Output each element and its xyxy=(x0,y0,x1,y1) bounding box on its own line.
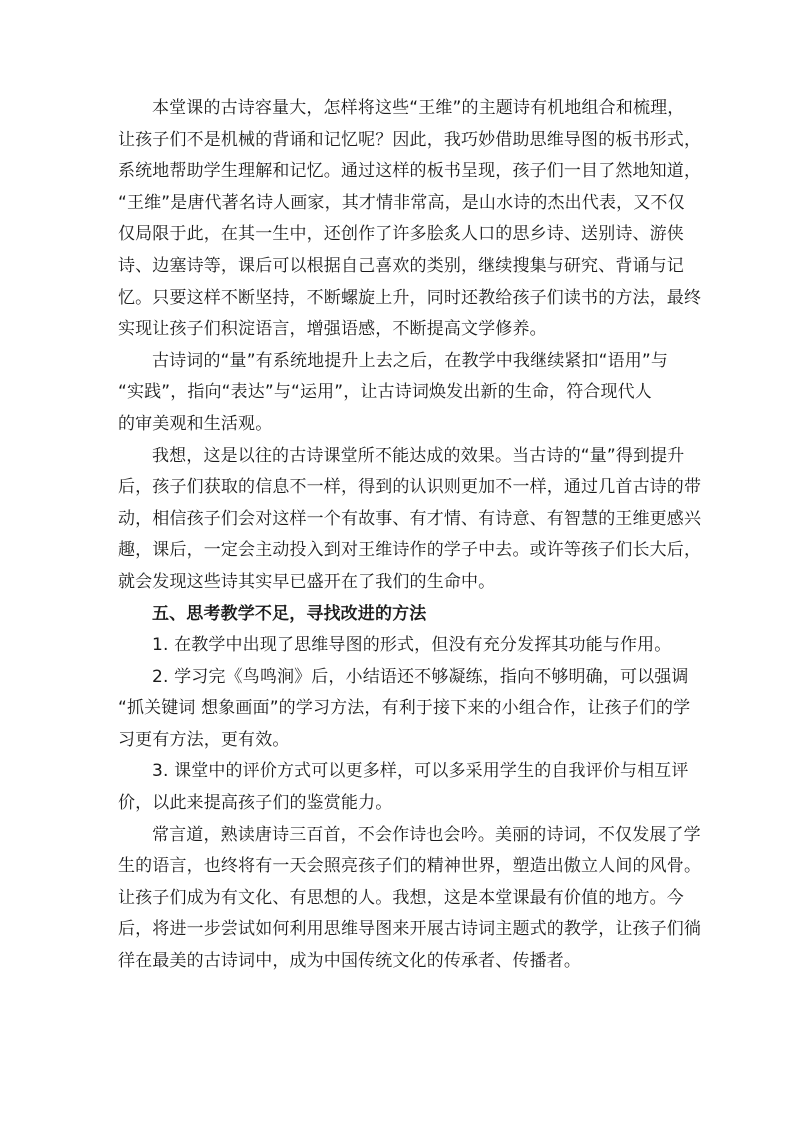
paragraph xyxy=(118,820,702,978)
paragraph-line: 让孩子们成为有文化、有思想的人。我想，这是本堂课最有价值的地方。今 xyxy=(118,887,684,908)
paragraph-line: 2. 学习完《鸟鸣涧》后，小结语还不够凝练，指向不够明确，可以强调 xyxy=(152,666,689,687)
paragraph-line: 常言道，熟读唐诗三百首，不会作诗也会吟。美丽的诗词，不仅发展了学 xyxy=(152,824,701,845)
paragraph xyxy=(118,630,680,662)
paragraph-line: 本堂课的古诗容量大，怎样将这些“王维”的主题诗有机地组合和梳理， xyxy=(152,98,685,118)
paragraph-line: 习更有方法，更有效。 xyxy=(118,729,290,750)
paragraph-line: 后，将进一步尝试如何利用思维导图来开展古诗词主题式的教学，让孩子们徜 xyxy=(118,919,702,940)
paragraph-line: 系统地帮助学生理解和记忆。通过这样的板书呈现，孩子们一目了然地知道， xyxy=(118,161,702,182)
paragraph-line: 仅局限于此，在其一生中，还创作了许多脍炙人口的思乡诗、送别诗、游侠 xyxy=(118,224,684,245)
paragraph-line: 3. 课堂中的评价方式可以更多样，可以多采用学生的自我评价与相互评 xyxy=(152,761,689,782)
paragraph-line: 古诗词的“量”有系统地提升上去之后，在教学中我继续紧扣“语用”与 xyxy=(152,350,669,371)
paragraph-line: 实现让孩子们积淀语言，增强语感，不断提高文学修养。 xyxy=(118,319,547,340)
paragraph-line: “实践”，指向“表达”与“运用”，让古诗词焕发出新的生命，符合现代人 xyxy=(118,382,652,403)
heading-text: 五、思考教学不足，寻找改进的方法 xyxy=(152,603,427,624)
paragraph-line: “抓关键词 想象画面”的学习方法，有利于接下来的小组合作，让孩子们的学 xyxy=(118,698,691,719)
paragraph-line: 的审美观和生活观。 xyxy=(118,413,273,434)
paragraph-line: 徉在最美的古诗词中，成为中国传统文化的传承者、传播者。 xyxy=(118,951,582,972)
paragraph-line: 让孩子们不是机械的背诵和记忆呢？因此，我巧妙借助思维导图的板书形式， xyxy=(118,129,702,150)
paragraph-line: 价，以此来提高孩子们的鉴赏能力。 xyxy=(118,793,393,814)
paragraph-line: 1. 在教学中出现了思维导图的形式，但没有充分发挥其功能与作用。 xyxy=(152,635,672,656)
section-heading xyxy=(118,599,680,631)
paragraph-line: 趣，课后，一定会主动投入到对王维诗作的学子中去。或许等孩子们长大后， xyxy=(118,540,702,561)
paragraph xyxy=(118,441,702,599)
paragraph-line: 生的语言，也终将有一天会照亮孩子们的精神世界，塑造出傲立人间的风骨。 xyxy=(118,856,702,877)
paragraph-line: 就会发现这些诗其实早已盛开在了我们的生命中。 xyxy=(118,571,496,592)
paragraph-line: 动，相信孩子们会对这样一个有故事、有才情、有诗意、有智慧的王维更感兴 xyxy=(118,508,702,529)
paragraph xyxy=(118,662,691,757)
paragraph-line: 忆。只要这样不断坚持，不断螺旋上升，同时还教给孩子们读书的方法，最终 xyxy=(118,287,702,308)
document-page xyxy=(118,93,702,978)
paragraph xyxy=(118,346,680,441)
paragraph xyxy=(118,756,689,819)
paragraph-line: 我想，这是以往的古诗课堂所不能达成的效果。当古诗的“量”得到提升 xyxy=(152,445,685,466)
paragraph xyxy=(118,93,702,346)
paragraph-line: 诗、边塞诗等，课后可以根据自己喜欢的类别，继续搜集与研究、背诵与记 xyxy=(118,255,684,276)
paragraph-line: 后，孩子们获取的信息不一样，得到的认识则更加不一样，通过几首古诗的带 xyxy=(118,477,702,498)
paragraph-line: “王维”是唐代著名诗人画家，其才情非常高，是山水诗的杰出代表，又不仅 xyxy=(118,192,685,213)
